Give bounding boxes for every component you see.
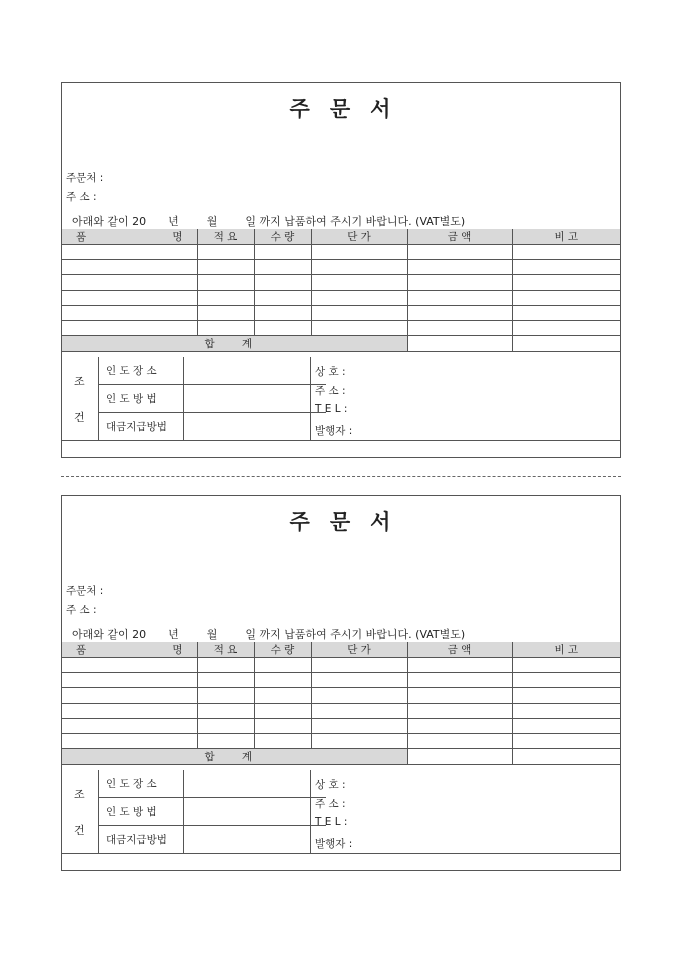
order-form-bottom [61,495,621,871]
table-row [62,260,620,275]
delivery-notice: 아래와 같이 20 년 월 일 까지 납품하여 주시기 바랍니다. (VAT별도) [72,628,466,641]
col-amount: 금 액 [407,642,512,658]
col-note: 비 고 [512,642,620,658]
delivery-place-label: 인 도 장 소 [98,357,184,384]
conditions-section [62,357,620,441]
cut-line [61,476,621,477]
delivery-method-row [98,798,326,826]
total-label: 합 계 [62,336,407,352]
orderer-address-label: 주 소 : [66,604,97,616]
issuer-address-label: 주 소 : [315,385,346,397]
total-amount[interactable] [407,749,512,765]
conditions-label: 조 건 [62,357,99,440]
issuer-name-label: 발행자 : [315,838,353,850]
col-spec: 적 요 [197,229,254,245]
delivery-place-row [98,357,326,385]
delivery-place-row [98,770,326,798]
total-row [62,749,620,765]
conditions-label: 조 건 [62,770,99,853]
table-row [62,703,620,718]
items-table [62,642,620,765]
table-row [62,673,620,688]
col-qty: 수 량 [254,229,311,245]
payment-method-label: 대금지급방법 [98,413,184,440]
table-row [62,718,620,733]
total-note[interactable] [512,336,620,352]
total-row [62,336,620,352]
delivery-place-label: 인 도 장 소 [98,770,184,797]
payment-method-label: 대금지급방법 [98,826,184,853]
delivery-method-row [98,385,326,413]
table-row [62,245,620,260]
delivery-notice: 아래와 같이 20 년 월 일 까지 납품하여 주시기 바랍니다. (VAT별도) [72,215,466,228]
table-row [62,733,620,748]
orderer-label: 주문처 : [66,172,104,184]
orderer-address-label: 주 소 : [66,191,97,203]
issuer-address-label: 주 소 : [315,798,346,810]
form-title: 주 문 서 [289,509,393,534]
total-amount[interactable] [407,336,512,352]
orderer-label: 주문처 : [66,585,104,597]
conditions-divider [310,357,311,440]
issuer-company-label: 상 호 : [315,779,346,791]
delivery-method-label: 인 도 방 법 [98,385,184,412]
table-header [62,642,620,658]
col-note: 비 고 [512,229,620,245]
col-price: 단 가 [311,642,407,658]
table-row [62,290,620,305]
col-spec: 적 요 [197,642,254,658]
order-form-top [61,82,621,458]
col-qty: 수 량 [254,642,311,658]
col-item-name: 품 명 [62,229,197,245]
total-note[interactable] [512,749,620,765]
col-item-name: 품 명 [62,642,197,658]
issuer-tel-label: T E L : [315,403,348,415]
col-amount: 금 액 [407,229,512,245]
table-row [62,305,620,320]
conditions-section [62,770,620,854]
table-row [62,320,620,335]
issuer-name-label: 발행자 : [315,425,353,437]
table-header [62,229,620,245]
payment-method-row [98,413,326,440]
conditions-divider [310,770,311,853]
issuer-tel-label: T E L : [315,816,348,828]
payment-method-row [98,826,326,853]
form-title: 주 문 서 [289,96,393,121]
issuer-company-label: 상 호 : [315,366,346,378]
table-row [62,275,620,290]
items-table [62,229,620,352]
table-row [62,688,620,703]
delivery-method-label: 인 도 방 법 [98,798,184,825]
total-label: 합 계 [62,749,407,765]
table-row [62,658,620,673]
col-price: 단 가 [311,229,407,245]
